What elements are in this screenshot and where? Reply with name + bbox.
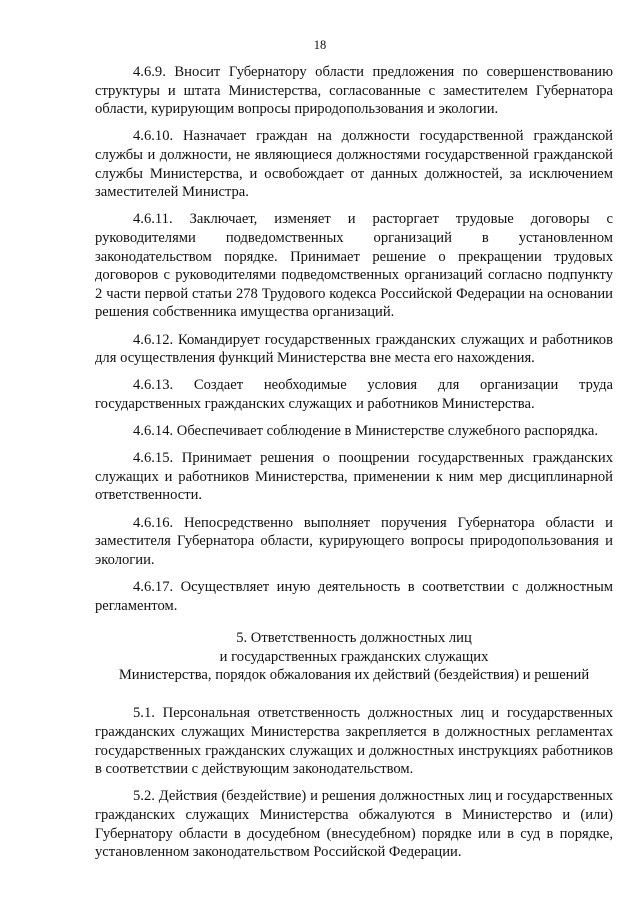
section-heading-line-3: Министерства, порядок обжалования их действий (бездействия) и решений: [118, 667, 590, 683]
paragraph-4-6-17: 4.6.17. Осуществляет иную деятельность в соответствии с должностным регламентом.: [95, 579, 613, 614]
paragraph-5-2: 5.2. Действия (бездействие) и решения должностных лиц и государственных гражданских служащих Министерства обжалуются в Министерство и (или) Губернатору области в досудебном (внесудебном) порядке или в суд в порядке, установленном законодательством Российской Федерации.: [95, 788, 613, 861]
paragraph-4-6-16: 4.6.16. Непосредственно выполняет поручения Губернатора области и заместителя Губернатора области, курирующего вопросы природопользования и экологии.: [95, 514, 613, 568]
paragraph-4-6-14: 4.6.14. Обеспечивает соблюдение в Министерстве служебного распорядка.: [133, 423, 599, 440]
section-heading-line-2: и государственных гражданских служащих: [219, 648, 489, 665]
section-heading: [95, 629, 613, 684]
paragraph-4-6-12: 4.6.12. Командирует государственных гражданских служащих и работников для осуществления функций Министерства вне места его нахождения.: [95, 331, 613, 367]
paragraph-5-1: 5.1. Персональная ответственность должностных лиц и государственных гражданских служащих Министерства закрепляется в должностных регламентах государственных гражданских служащих и должностных инструкциях работников в соответствии с действующим законодательством.: [95, 705, 613, 778]
paragraph-4-6-10: 4.6.10. Назначает граждан на должности государственной гражданской службы и должности, не являющиеся должностями государственной гражданской службы Министерства, и освобождает от данных должностей, за исключением заместителей Министра.: [95, 128, 613, 201]
document-body: [95, 63, 613, 862]
paragraph-4-6-13: 4.6.13. Создает необходимые условия для организации труда государственных гражданских служащих и работников Министерства.: [95, 377, 613, 412]
paragraph-4-6-15: 4.6.15. Принимает решения о поощрении государственных гражданских служащих и работников Министерства, применении к ним мер дисциплинарной ответственности.: [95, 450, 613, 504]
paragraph-4-6-9: 4.6.9. Вносит Губернатору области предложения по совершенствованию структуры и штата Министерства, согласованные с заместителем Губернатора области, курирующим вопросы природопользования и экологии.: [95, 64, 613, 118]
paragraph-4-6-11: 4.6.11. Заключает, изменяет и расторгает трудовые договоры с руководителями подведомственных организаций в установленном законодательством порядке. Принимает решение о прекращении трудовых договоров с руководителями подведомственных организаций согласно подпункту 2 части первой статьи 278 Трудового кодекса Российской Федерации на основании решения собственника имущества организаций.: [95, 211, 613, 321]
page-number: 18: [313, 38, 327, 52]
section-heading-line-1: 5. Ответственность должностных лиц: [236, 630, 472, 647]
